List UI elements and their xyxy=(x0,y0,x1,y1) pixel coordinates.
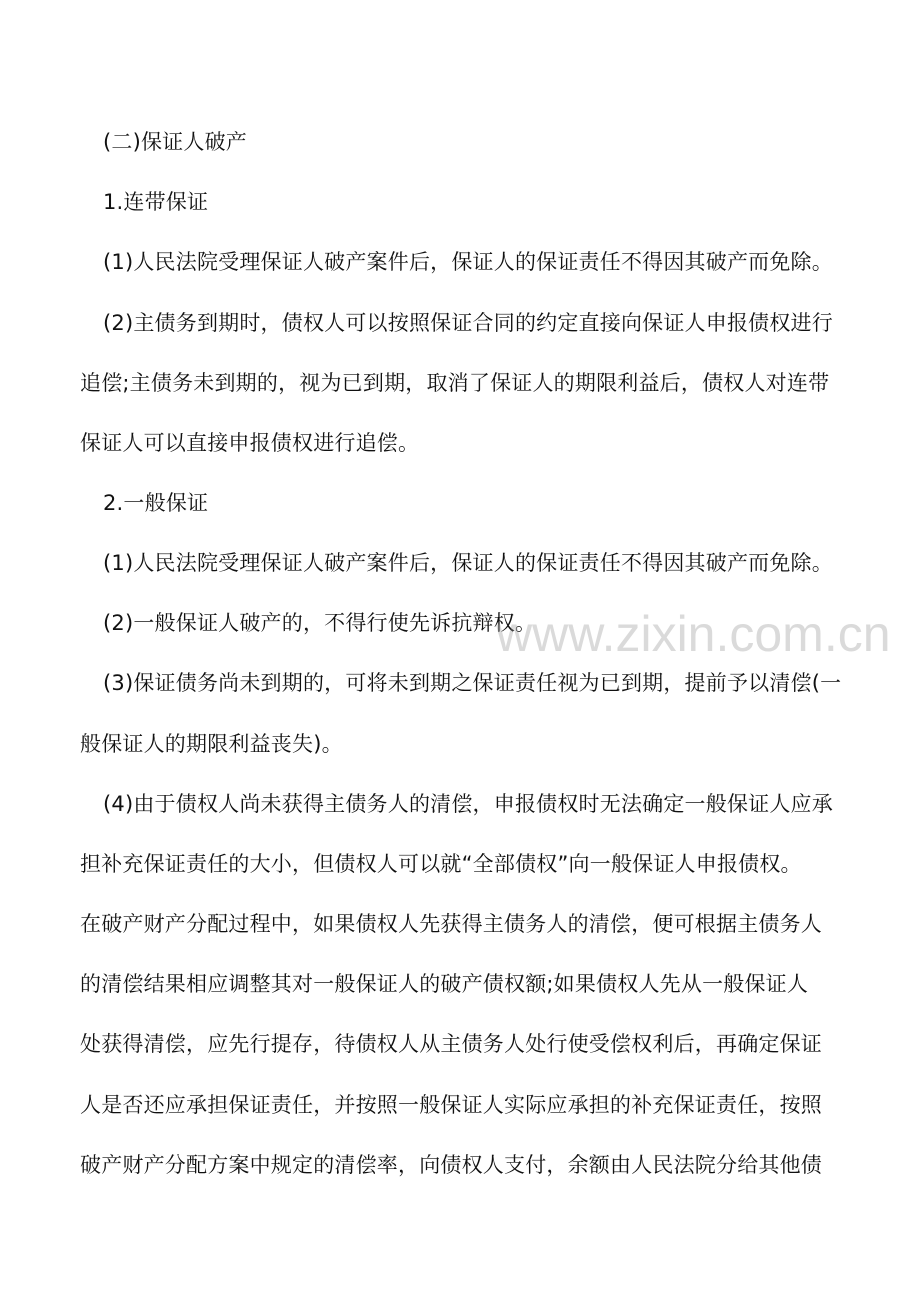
paragraph-line: 人是否还应承担保证责任，并按照一般保证人实际应承担的补充保证责任，按照 xyxy=(80,1093,822,1117)
paragraph-line: 破产财产分配方案中规定的清偿率，向债权人支付，余额由人民法院分给其他债 xyxy=(80,1153,822,1177)
paragraph-line: (4)由于债权人尚未获得主债务人的清偿，申报债权时无法确定一般保证人应承 xyxy=(103,792,833,816)
paragraph-line: 的清偿结果相应调整其对一般保证人的破产债权额;如果债权人先从一般保证人 xyxy=(80,972,809,996)
paragraph-line: 般保证人的期限利益丧失)。 xyxy=(80,732,343,756)
paragraph-line: 追偿;主债务未到期的，视为已到期，取消了保证人的期限利益后，债权人对连带 xyxy=(80,371,830,395)
paragraph-line: (3)保证债务尚未到期的，可将未到期之保证责任视为已到期，提前予以清偿(一 xyxy=(103,671,842,695)
paragraph-line: (1)人民法院受理保证人破产案件后，保证人的保证责任不得因其破产而免除。 xyxy=(103,250,833,274)
paragraph-line: 保证人可以直接申报债权进行追偿。 xyxy=(80,431,420,455)
paragraph-line: (2)一般保证人破产的，不得行使先诉抗辩权。 xyxy=(103,611,537,635)
subsection-heading: 2.一般保证 xyxy=(103,491,209,515)
paragraph-line: 处获得清偿，应先行提存，待债权人从主债务人处行使受偿权利后，再确定保证 xyxy=(80,1032,822,1056)
paragraph-line: 担补充保证责任的大小，但债权人可以就“全部债权”向一般保证人申报债权。 xyxy=(80,852,802,876)
paragraph-line: 在破产财产分配过程中，如果债权人先获得主债务人的清偿，便可根据主债务人 xyxy=(80,912,822,936)
watermark: www.zixin.com.cn xyxy=(496,606,891,662)
paragraph-line: (2)主债务到期时，债权人可以按照保证合同的约定直接向保证人申报债权进行 xyxy=(103,311,833,335)
paragraph-line: (1)人民法院受理保证人破产案件后，保证人的保证责任不得因其破产而免除。 xyxy=(103,551,833,575)
subsection-heading: 1.连带保证 xyxy=(103,190,209,214)
section-heading: (二)保证人破产 xyxy=(103,130,247,154)
